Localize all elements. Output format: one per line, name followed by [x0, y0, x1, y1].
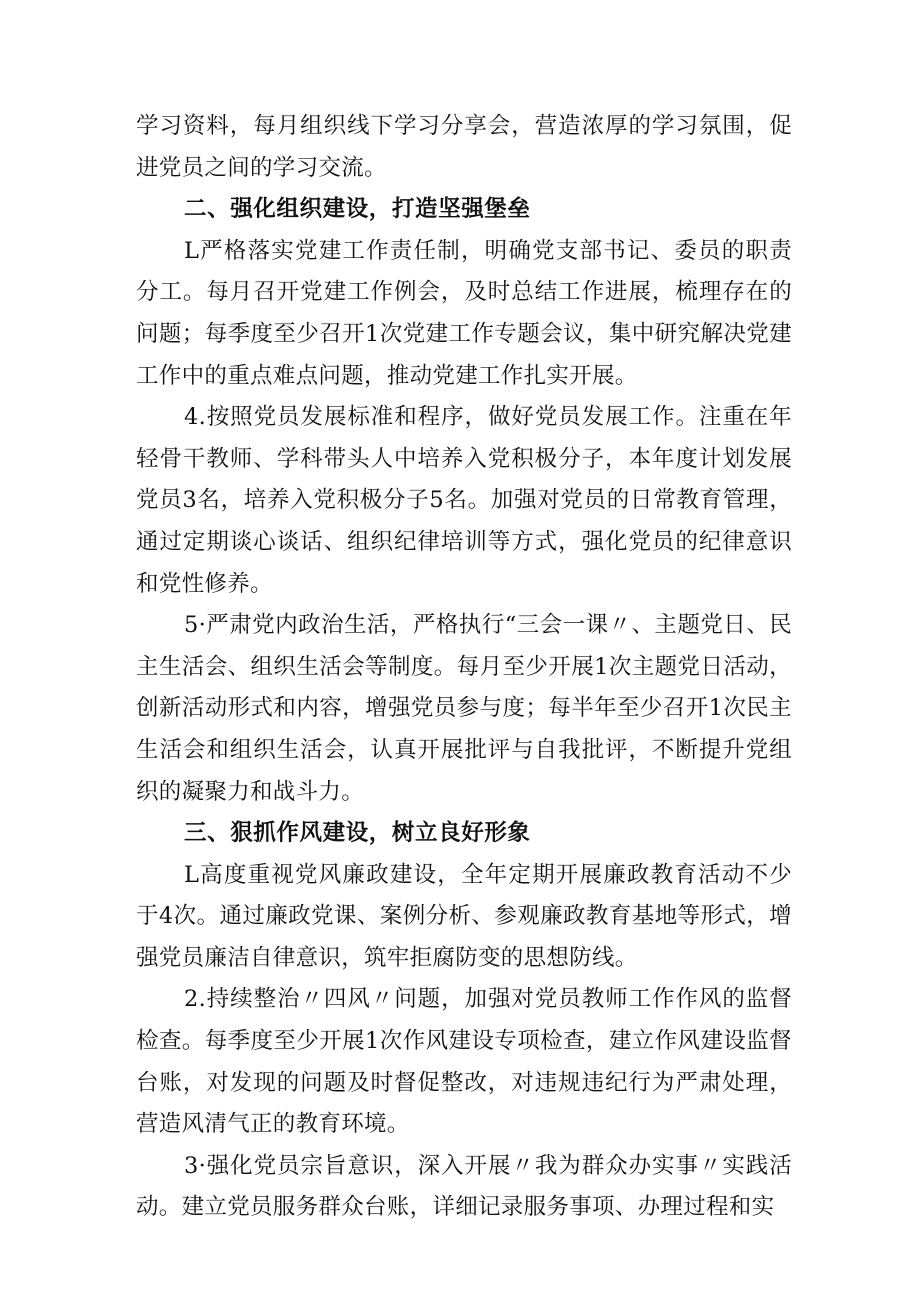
document-body [136, 106, 792, 1229]
paragraph-four-styles: 2.持续整治〃四风〃问题，加强对党员教师工作作风的监督检查。每季度至少开展1次作风建设专项检查，建立作风建设监督台账，对发现的问题及时督促整改，对违规违纪行为严肃处理，营造风清气正的教育环境。 [136, 986, 792, 1138]
paragraph-responsibility: L严格落实党建工作责任制，明确党支部书记、委员的职责分工。每月召开党建工作例会，及时总结工作进展，梳理存在的问题；每季度至少召开1次党建工作专题会议，集中研究解决党建工作中的重点难点问题，推动党建工作扎实开展。 [136, 237, 792, 389]
paragraph-political-life: 5·严肃党内政治生活，严格执行“三会一课〃、主题党日、民主生活会、组织生活会等制度。每月至少开展1次主题党日活动，创新活动形式和内容，增强党员参与度；每半年至少召开1次民主生活会和组织生活会，认真开展批评与自我批评，不断提升党组织的凝聚力和战斗力。 [136, 612, 792, 805]
section-heading-3: 三、狠抓作风建设，树立良好形象 [184, 820, 531, 847]
section-heading-2: 二、强化组织建设，打造坚强堡垒 [184, 196, 531, 223]
paragraph-member-development: 4.按照党员发展标准和程序，做好党员发展工作。注重在年轻骨干教师、学科带头人中培养入党积极分子，本年度计划发展党员3名，培养入党积极分子5名。加强对党员的日常教育管理，通过定期谈心谈话、组织纪律培训等方式，强化党员的纪律意识和党性修养。 [136, 404, 792, 597]
paragraph-serve-people: 3·强化党员宗旨意识，深入开展〃我为群众办实事〃实践活动。建立党员服务群众台账，详细记录服务事项、办理过程和实 [136, 1152, 792, 1221]
paragraph-continuation: 学习资料，每月组织线下学习分享会，营造浓厚的学习氛围，促进党员之间的学习交流。 [136, 113, 792, 181]
paragraph-integrity: L高度重视党风廉政建设，全年定期开展廉政教育活动不少于4次。通过廉政党课、案例分析、参观廉政教育基地等形式，增强党员廉洁自律意识，筑牢拒腐防变的思想防线。 [136, 861, 792, 971]
